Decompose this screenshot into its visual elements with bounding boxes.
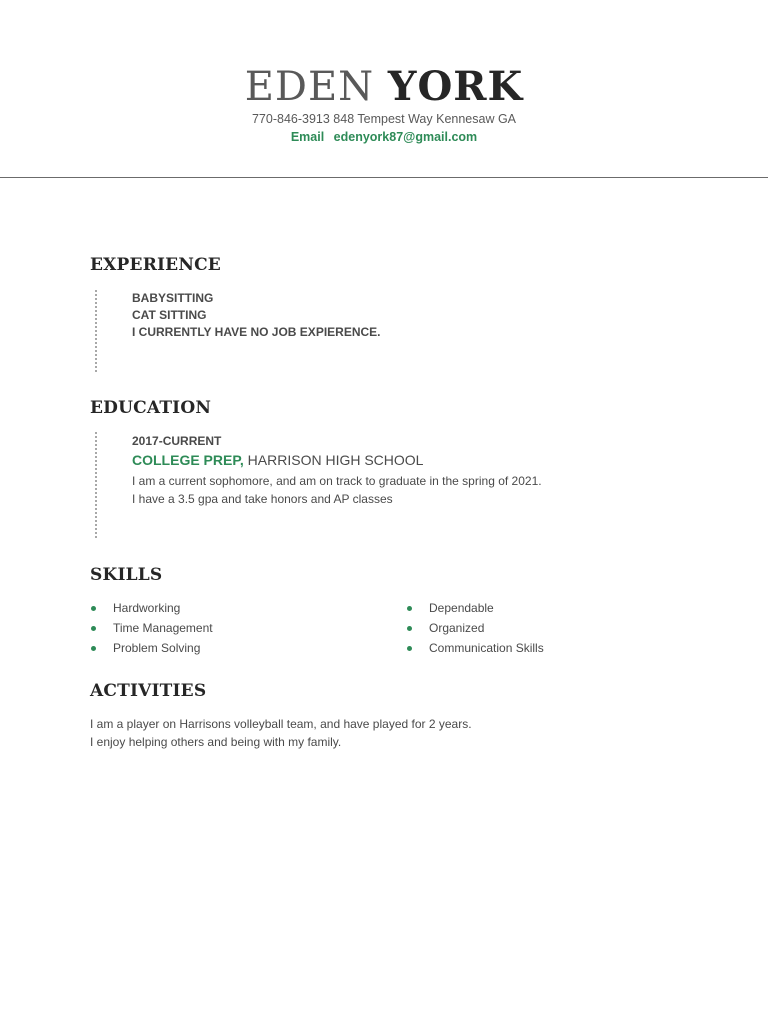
bullet-icon <box>407 646 412 651</box>
applicant-name <box>0 62 768 112</box>
education-school: HARRISON HIGH SCHOOL <box>247 452 424 468</box>
email-line <box>0 130 768 144</box>
contact-info: 770-846-3913 848 Tempest Way Kennesaw GA <box>251 112 517 126</box>
education-description: I have a 3.5 gpa and take honors and AP classes <box>132 492 393 506</box>
bullet-icon <box>91 626 96 631</box>
skill-item: Communication Skills <box>429 641 544 655</box>
education-heading: EDUCATION <box>90 398 212 418</box>
last-name: YORK <box>387 63 524 110</box>
skill-item: Organized <box>429 621 485 635</box>
skills-heading: SKILLS <box>90 565 163 585</box>
email-address[interactable]: edenyork87@gmail.com <box>333 130 478 144</box>
activity-line: I enjoy helping others and being with my family. <box>90 735 342 749</box>
bullet-icon <box>407 606 412 611</box>
skill-item: Time Management <box>113 621 213 635</box>
skill-item: Problem Solving <box>113 641 201 655</box>
experience-item: BABYSITTING <box>132 291 214 305</box>
experience-heading: EXPERIENCE <box>90 255 221 275</box>
bullet-icon <box>407 626 412 631</box>
first-name: EDEN <box>244 64 375 110</box>
experience-item: CAT SITTING <box>132 308 207 322</box>
skill-item: Dependable <box>429 601 494 615</box>
bullet-icon <box>91 606 96 611</box>
education-degree: COLLEGE PREP, <box>132 452 244 468</box>
resume-header <box>0 0 768 178</box>
email-label: Email <box>290 130 325 144</box>
activities-heading: ACTIVITIES <box>90 681 207 701</box>
education-description: I am a current sophomore, and am on track to graduate in the spring of 2021. <box>132 474 542 488</box>
experience-timeline <box>95 290 97 372</box>
activity-line: I am a player on Harrisons volleyball team, and have played for 2 years. <box>90 717 472 731</box>
bullet-icon <box>91 646 96 651</box>
experience-item: I CURRENTLY HAVE NO JOB EXPIERENCE. <box>132 325 381 339</box>
skill-item: Hardworking <box>113 601 181 615</box>
education-timeline <box>95 432 97 538</box>
education-degree-line <box>132 452 423 468</box>
education-date: 2017-CURRENT <box>132 434 222 448</box>
